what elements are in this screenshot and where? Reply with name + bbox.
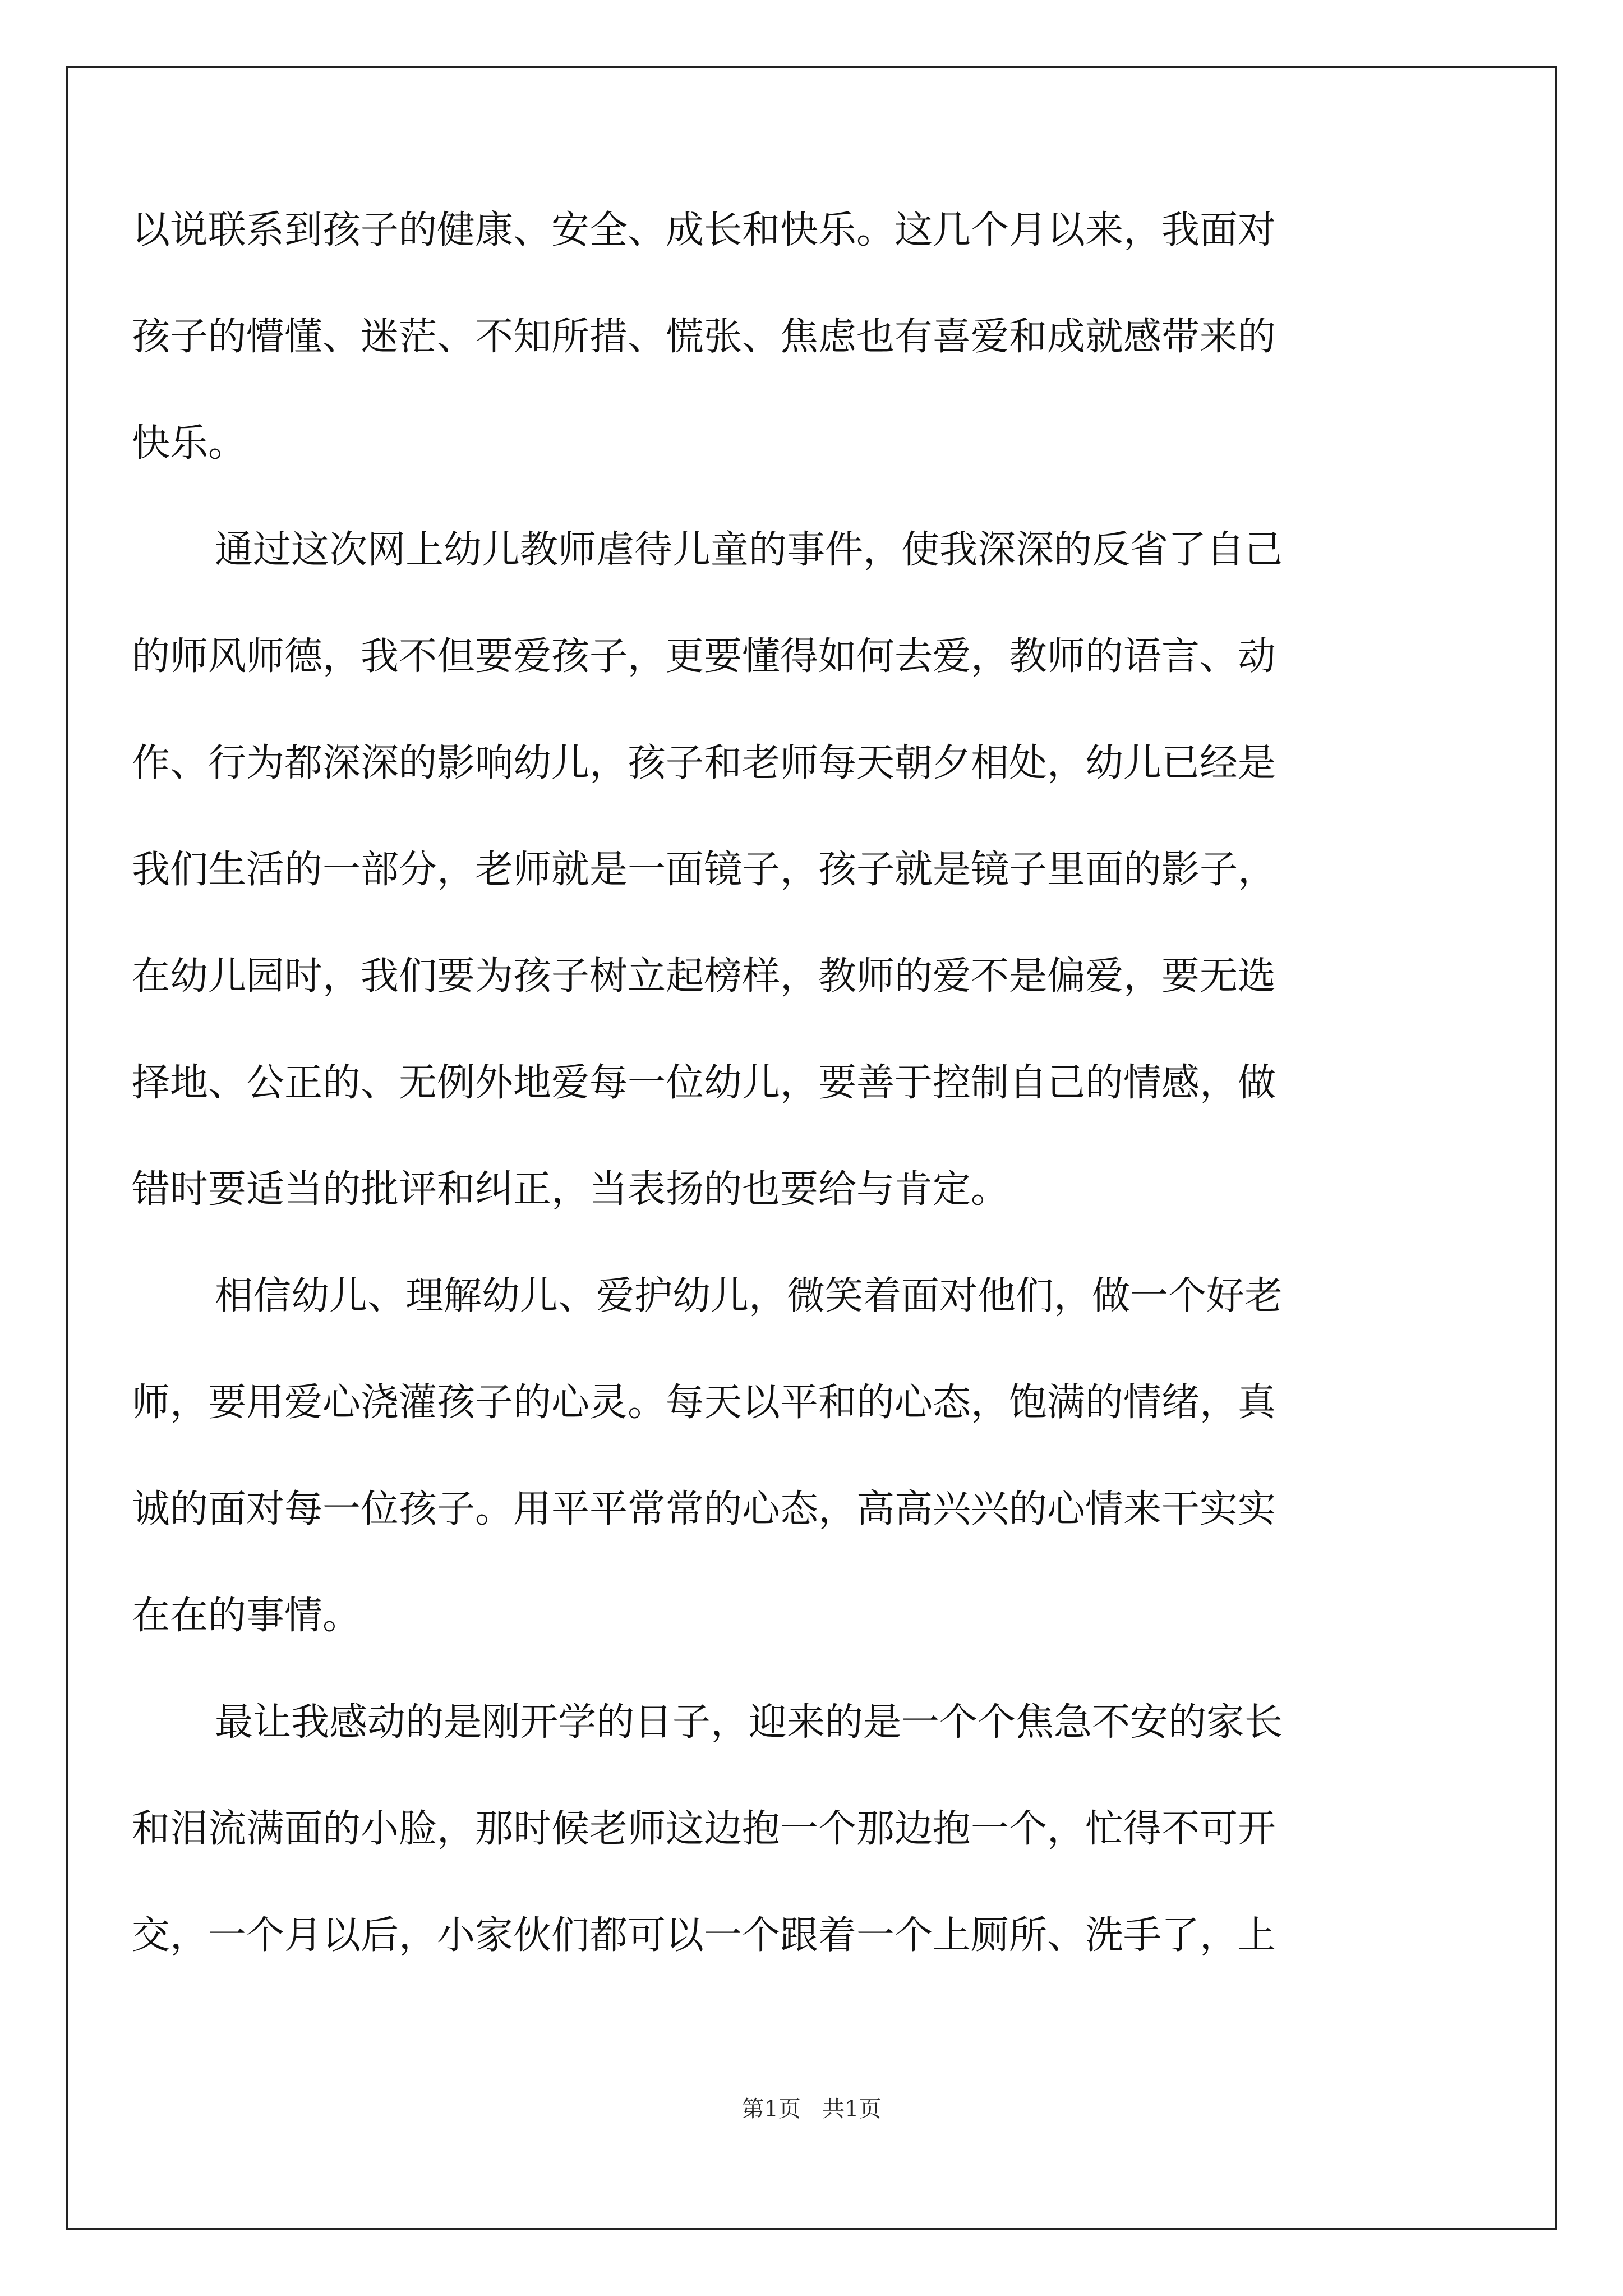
text-line: 的师风师德，我不但要爱孩子，更要懂得如何去爱，教师的语言、动	[132, 635, 1276, 679]
text-line: 以说联系到孩子的健康、安全、成长和快乐。这几个月以来，我面对	[132, 209, 1276, 252]
text-line: 相信幼儿、理解幼儿、爱护幼儿，微笑着面对他们，做一个好老	[215, 1274, 1283, 1318]
text-line: 我们生活的一部分，老师就是一面镜子，孩子就是镜子里面的影子，	[132, 848, 1276, 892]
text-line: 快乐。	[132, 422, 247, 466]
text-line: 在幼儿园时，我们要为孩子树立起榜样，教师的爱不是偏爱，要无选	[132, 955, 1276, 999]
text-line: 师，要用爱心浇灌孩子的心灵。每天以平和的心态，饱满的情绪，真	[132, 1381, 1276, 1425]
text-line: 和泪流满面的小脸，那时候老师这边抱一个那边抱一个，忙得不可开	[132, 1807, 1276, 1851]
text-line: 择地、公正的、无例外地爱每一位幼儿，要善于控制自己的情感，做	[132, 1061, 1276, 1105]
text-line: 最让我感动的是刚开学的日子，迎来的是一个个焦急不安的家长	[215, 1701, 1283, 1745]
text-line: 交，一个月以后，小家伙们都可以一个跟着一个上厕所、洗手了，上	[132, 1914, 1276, 1958]
text-line: 通过这次网上幼儿教师虐待儿童的事件，使我深深的反省了自己	[215, 528, 1283, 572]
document-body	[132, 209, 1491, 2021]
text-line: 错时要适当的批评和纠正，当表扬的也要给与肯定。	[132, 1168, 1009, 1212]
text-line: 诚的面对每一位孩子。用平平常常的心态，高高兴兴的心情来干实实	[132, 1488, 1276, 1531]
page-footer: 第1页 共1页	[741, 2096, 882, 2122]
text-line: 在在的事情。	[132, 1594, 361, 1638]
text-line: 作、行为都深深的影响幼儿，孩子和老师每天朝夕相处，幼儿已经是	[132, 742, 1276, 785]
text-line: 孩子的懵懂、迷茫、不知所措、慌张、焦虑也有喜爱和成就感带来的	[132, 315, 1276, 359]
